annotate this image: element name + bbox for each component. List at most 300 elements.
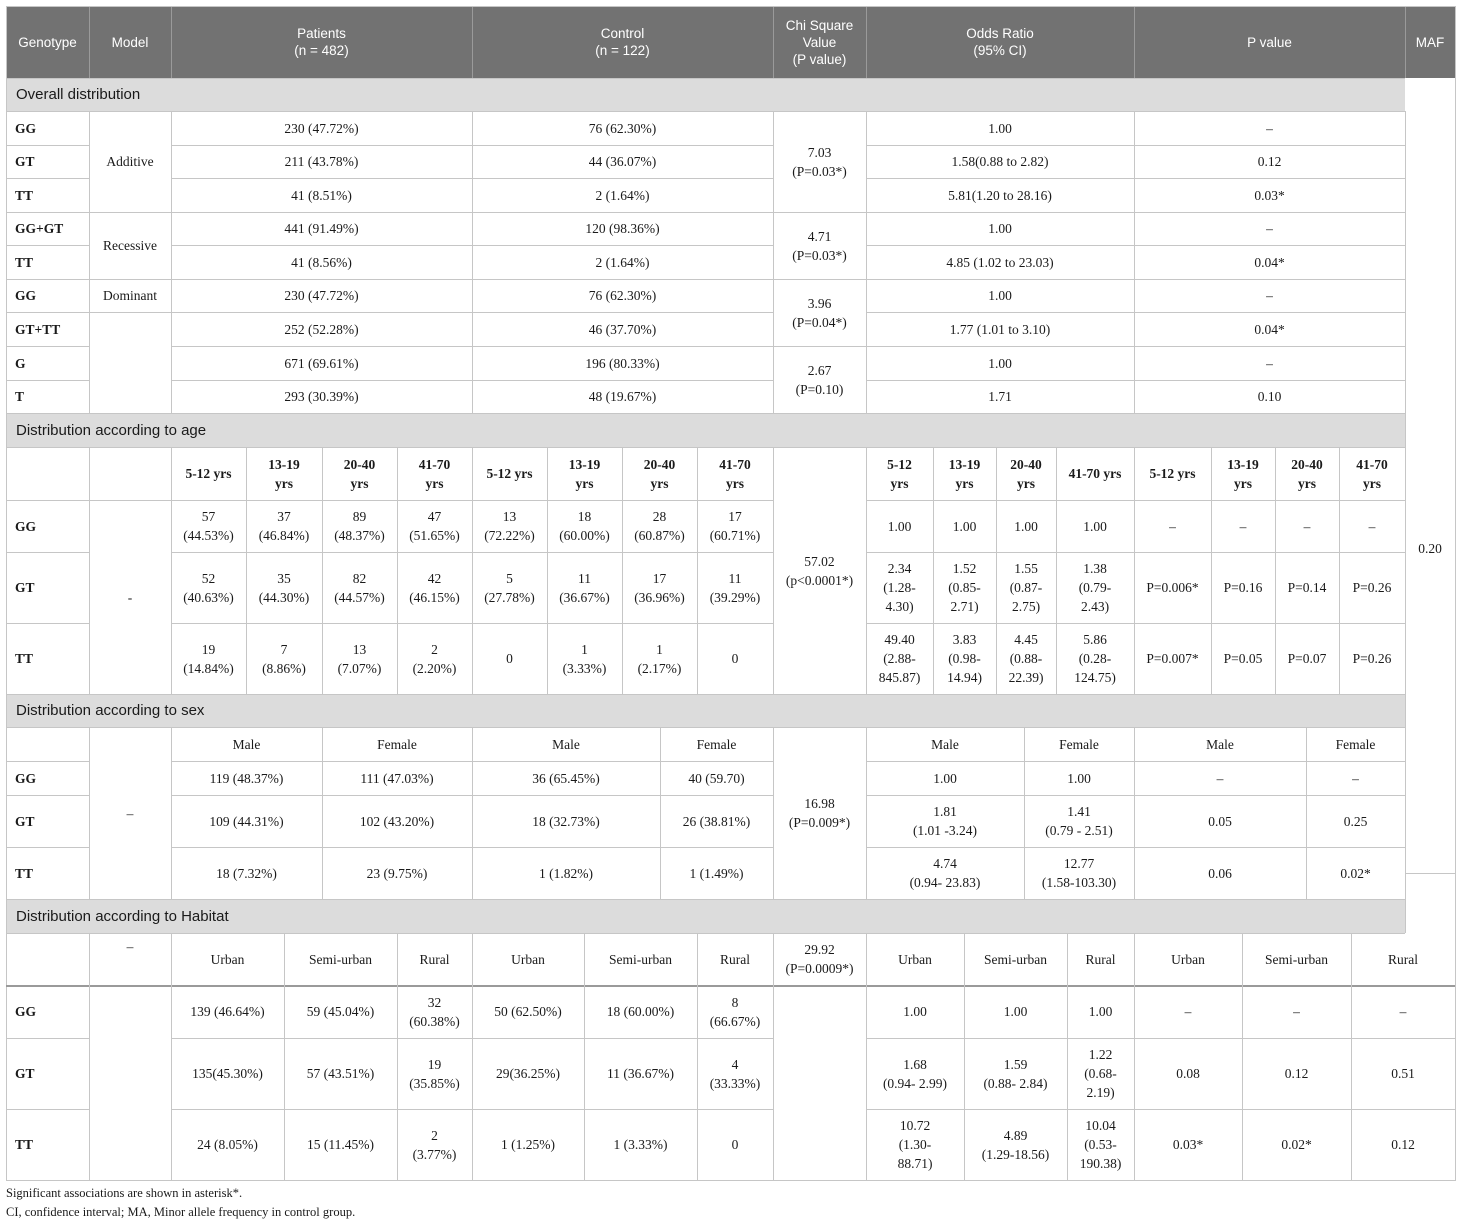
odds-ratio-value: 1.00 bbox=[1088, 1004, 1113, 1019]
patients-value: 35 (44.30%) bbox=[258, 570, 310, 605]
patients-value: 211 (43.78%) bbox=[284, 154, 359, 169]
age-group-label: 5-12 yrs bbox=[185, 466, 232, 481]
grid-line bbox=[6, 1180, 1455, 1181]
grid-line bbox=[547, 447, 548, 694]
chi-age: 57.02 (p<0.0001*) bbox=[785, 553, 854, 588]
grid-line bbox=[866, 761, 1405, 762]
grid-line bbox=[866, 552, 1405, 553]
control-value: 11 (36.67%) bbox=[559, 570, 610, 605]
age-group-label: 41-70 yrs bbox=[418, 456, 451, 491]
grid-line bbox=[6, 985, 1455, 987]
grid-line bbox=[6, 847, 89, 848]
genotype-label: G bbox=[15, 355, 26, 371]
habitat-label: Rural bbox=[1085, 951, 1116, 967]
p-value: 0.04* bbox=[1254, 321, 1285, 337]
p-value: 0.08 bbox=[1176, 1066, 1200, 1081]
header-divider bbox=[1405, 6, 1406, 78]
grid-line bbox=[866, 447, 867, 694]
age-group-label: 20-40 yrs bbox=[1291, 456, 1323, 491]
control-value: 26 (38.81%) bbox=[682, 813, 751, 829]
age-group-label: 13-19 yrs bbox=[948, 456, 981, 491]
grid-line bbox=[622, 447, 623, 694]
p-value: – bbox=[1169, 518, 1176, 534]
control-value: 17 (36.96%) bbox=[634, 570, 685, 605]
patients-value: 52 (40.63%) bbox=[183, 570, 234, 605]
patients-value: 230 (47.72%) bbox=[284, 120, 359, 136]
p-value: 0.12 bbox=[1257, 154, 1282, 169]
grid-line bbox=[6, 380, 89, 381]
age-group-label: 41-70 yrs bbox=[719, 456, 751, 491]
grid-line bbox=[6, 899, 1405, 900]
patients-value: 671 (69.61%) bbox=[284, 355, 359, 371]
grid-line bbox=[6, 6, 7, 1181]
patients-value: 111 (47.03%) bbox=[360, 770, 434, 786]
habitat-label: Urban bbox=[898, 951, 932, 967]
chi-allele: 2.67 (P=0.10) bbox=[795, 362, 844, 397]
p-value: 0.06 bbox=[1208, 865, 1232, 881]
odds-ratio-value: 49.40 (2.88- 845.87) bbox=[878, 632, 921, 685]
patients-value: 42 (46.15%) bbox=[409, 570, 460, 605]
habitat-label: Semi-urban bbox=[609, 951, 672, 967]
control-value: 5 (27.78%) bbox=[484, 570, 535, 605]
sex-label: Female bbox=[1059, 736, 1099, 752]
grid-line bbox=[171, 727, 172, 899]
header-control: Control (n = 122) bbox=[472, 6, 773, 78]
control-value: 1 (3.33%) bbox=[562, 641, 607, 676]
patients-value: 19 (14.84%) bbox=[183, 641, 234, 676]
header-patients: Patients (n = 482) bbox=[171, 6, 472, 78]
grid-line bbox=[89, 933, 90, 1180]
patients-value: 24 (8.05%) bbox=[197, 1137, 258, 1152]
patients-value: 293 (30.39%) bbox=[284, 389, 359, 404]
genotype-label: GT bbox=[15, 580, 35, 595]
control-value: 18 (32.73%) bbox=[532, 813, 600, 829]
grid-line bbox=[472, 447, 473, 694]
p-value: P=0.006* bbox=[1146, 580, 1199, 595]
grid-line bbox=[1067, 933, 1068, 1180]
p-value: 0.12 bbox=[1284, 1066, 1309, 1081]
habitat-label: Urban bbox=[1171, 951, 1205, 967]
grid-line bbox=[89, 111, 90, 413]
grid-line bbox=[6, 178, 89, 179]
grid-line bbox=[1275, 447, 1276, 694]
genotype-label: GT bbox=[15, 154, 35, 169]
control-value: 36 (65.45%) bbox=[532, 770, 600, 786]
grid-line bbox=[171, 447, 172, 694]
sex-label: Male bbox=[552, 736, 580, 752]
age-group-label: 41-70 yrs bbox=[1356, 456, 1388, 491]
patients-value: 230 (47.72%) bbox=[284, 288, 359, 303]
p-value: – bbox=[1239, 518, 1247, 534]
control-value: 1 (1.82%) bbox=[539, 865, 593, 881]
age-group-label: 20-40 yrs bbox=[1010, 456, 1042, 491]
patients-value: 7 (8.86%) bbox=[262, 641, 306, 676]
grid-line bbox=[866, 279, 1405, 280]
odds-ratio-value: 1.58(0.88 to 2.82) bbox=[951, 154, 1049, 169]
genotype-label: GG bbox=[15, 518, 37, 534]
grid-line bbox=[1134, 447, 1135, 694]
grid-line bbox=[89, 727, 90, 899]
patients-value: 32 (60.38%) bbox=[409, 994, 460, 1029]
odds-ratio-value: 1.00 bbox=[988, 355, 1012, 371]
odds-ratio-value: 10.04 (0.53- 190.38) bbox=[1079, 1118, 1122, 1171]
odds-ratio-value: 1.00 bbox=[1083, 518, 1107, 534]
control-value: 13 (72.22%) bbox=[484, 509, 535, 543]
habitat-label: Urban bbox=[511, 951, 545, 967]
patients-value: 102 (43.20%) bbox=[359, 813, 435, 829]
grid-line bbox=[1134, 933, 1135, 1180]
odds-ratio-value: 12.77 (1.58-103.30) bbox=[1041, 856, 1117, 890]
odds-ratio-value: 1.22 (0.68- 2.19) bbox=[1084, 1047, 1117, 1100]
header-divider bbox=[89, 6, 90, 78]
control-value: 29(36.25%) bbox=[495, 1066, 561, 1081]
patients-value: 57 (44.53%) bbox=[183, 509, 234, 543]
header-chi-square: Chi Square Value (P value) bbox=[773, 6, 866, 78]
sex-label: Male bbox=[232, 736, 261, 752]
control-value: 18 (60.00%) bbox=[606, 1004, 675, 1019]
grid-line bbox=[1455, 933, 1456, 1180]
header-p-value: P value bbox=[1134, 6, 1405, 78]
patients-value: 41 (8.56%) bbox=[291, 254, 352, 270]
patients-value: 135(45.30%) bbox=[192, 1066, 263, 1081]
grid-line bbox=[6, 346, 89, 347]
grid-line bbox=[866, 933, 867, 1180]
p-value: P=0.14 bbox=[1287, 580, 1327, 595]
age-group-label: 13-19 yrs bbox=[1227, 456, 1259, 491]
patients-value: 57 (43.51%) bbox=[306, 1066, 375, 1081]
odds-ratio-value: 1.00 bbox=[1067, 770, 1091, 786]
control-value: 0 bbox=[731, 1137, 739, 1152]
grid-line bbox=[6, 1038, 89, 1039]
chi-recessive: 4.71 (P=0.03*) bbox=[792, 228, 847, 263]
grid-line bbox=[397, 933, 398, 1180]
control-value: 1 (2.17%) bbox=[637, 641, 682, 676]
grid-line bbox=[6, 795, 89, 796]
control-value: 2 (1.64%) bbox=[595, 187, 650, 203]
p-value: – bbox=[1352, 770, 1359, 786]
grid-line bbox=[773, 346, 866, 347]
genotype-label: GG bbox=[15, 288, 37, 303]
odds-ratio-value: 3.83 (0.98- 14.94) bbox=[947, 632, 982, 685]
age-group-label: 41-70 yrs bbox=[1068, 466, 1122, 481]
p-value: P=0.007* bbox=[1146, 651, 1199, 666]
patients-value: 109 (44.31%) bbox=[209, 813, 284, 829]
genotype-label: GG bbox=[15, 770, 37, 786]
grid-line bbox=[866, 847, 1405, 848]
odds-ratio-value: 5.81(1.20 to 28.16) bbox=[948, 187, 1052, 203]
genotype-label: TT bbox=[15, 651, 34, 666]
control-value: 120 (98.36%) bbox=[585, 221, 660, 236]
genotype-label: GT bbox=[15, 813, 35, 829]
sex-label: Male bbox=[931, 736, 959, 752]
grid-line bbox=[773, 212, 866, 213]
p-value: – bbox=[1184, 1004, 1192, 1019]
odds-ratio-value: 1.68 (0.94- 2.99) bbox=[882, 1056, 948, 1091]
grid-line bbox=[1211, 447, 1212, 694]
genotype-label: TT bbox=[15, 1137, 34, 1152]
genotype-label: GT+TT bbox=[15, 321, 61, 337]
section-overall-distribution: Overall distribution bbox=[6, 78, 1405, 111]
grid-line bbox=[6, 279, 89, 280]
grid-line bbox=[6, 145, 89, 146]
control-value: 40 (59.70) bbox=[688, 770, 745, 786]
grid-line bbox=[1024, 727, 1025, 899]
grid-line bbox=[1351, 933, 1352, 1180]
grid-line bbox=[322, 447, 323, 694]
grid-line bbox=[6, 552, 89, 553]
header-divider bbox=[472, 6, 473, 78]
p-value: P=0.16 bbox=[1223, 580, 1263, 595]
patients-value: 41 (8.51%) bbox=[291, 187, 352, 203]
odds-ratio-value: 1.81 (1.01 -3.24) bbox=[912, 804, 978, 838]
section-habitat: Distribution according to Habitat bbox=[6, 899, 1405, 933]
control-value: 11 (39.29%) bbox=[709, 570, 761, 605]
odds-ratio-value: 1.00 bbox=[952, 518, 977, 534]
p-value: P=0.26 bbox=[1352, 651, 1392, 666]
odds-ratio-value: 1.55 (0.87- 2.75) bbox=[1009, 561, 1043, 614]
grid-line bbox=[6, 694, 1405, 695]
chi-additive: 7.03 (P=0.03*) bbox=[792, 144, 847, 179]
grid-line bbox=[1242, 933, 1243, 1180]
odds-ratio-value: 2.34 (1.28- 4.30) bbox=[883, 561, 916, 614]
grid-line bbox=[866, 623, 1405, 624]
section-sex: Distribution according to sex bbox=[6, 694, 1405, 727]
odds-ratio-value: 4.74 (0.94- 23.83) bbox=[909, 856, 981, 890]
footnote-significance: Significant associations are shown in asterisk*. bbox=[6, 1186, 243, 1200]
model-sex: – bbox=[126, 805, 134, 821]
p-value: – bbox=[1266, 221, 1273, 236]
grid-line bbox=[6, 245, 89, 246]
genotype-label: TT bbox=[15, 254, 34, 270]
odds-ratio-value: 1.77 (1.01 to 3.10) bbox=[949, 321, 1051, 337]
control-value: 1 (3.33%) bbox=[613, 1137, 668, 1152]
patients-value: 15 (11.45%) bbox=[307, 1137, 374, 1152]
p-value: – bbox=[1303, 518, 1311, 534]
control-value: 1 (1.25%) bbox=[501, 1137, 555, 1152]
control-value: 76 (62.30%) bbox=[588, 120, 657, 136]
grid-line bbox=[1134, 727, 1135, 899]
odds-ratio-value: 1.71 bbox=[988, 389, 1012, 404]
grid-line bbox=[866, 1038, 1455, 1039]
p-value: 0.02* bbox=[1340, 865, 1371, 881]
p-value: – bbox=[1368, 518, 1376, 534]
grid-line bbox=[773, 447, 774, 694]
grid-line bbox=[866, 111, 867, 413]
footnote-abbreviations: CI, confidence interval; MA, Minor allele frequency in control group. bbox=[6, 1205, 356, 1219]
grid-line bbox=[397, 447, 398, 694]
patients-value: 89 (48.37%) bbox=[334, 509, 385, 543]
grid-line bbox=[6, 447, 1405, 448]
grid-line bbox=[6, 413, 1405, 414]
genotype-label: TT bbox=[15, 865, 34, 881]
odds-ratio-value: 1.00 bbox=[988, 288, 1012, 303]
model-habitat: – bbox=[126, 939, 134, 954]
habitat-label: Rural bbox=[1388, 951, 1418, 967]
grid-line bbox=[996, 447, 997, 694]
patients-value: 47 (51.65%) bbox=[409, 509, 460, 543]
grid-line bbox=[1056, 447, 1057, 694]
grid-line bbox=[171, 933, 172, 1180]
control-value: 0 bbox=[506, 651, 513, 666]
grid-line bbox=[697, 933, 698, 1180]
p-value: 0.02* bbox=[1281, 1137, 1312, 1152]
odds-ratio-value: 4.89 (1.29-18.56) bbox=[981, 1127, 1050, 1162]
grid-line bbox=[246, 447, 247, 694]
p-value: – bbox=[1399, 1004, 1407, 1019]
odds-ratio-value: 1.00 bbox=[1014, 518, 1038, 534]
grid-line bbox=[773, 279, 866, 280]
age-group-label: 20-40 yrs bbox=[343, 456, 376, 491]
p-value: 0.03* bbox=[1172, 1137, 1204, 1152]
odds-ratio-value: 4.45 (0.88- 22.39) bbox=[1008, 632, 1044, 685]
chi-dominant: 3.96 (P=0.04*) bbox=[792, 295, 847, 330]
genotype-label: GT bbox=[15, 1066, 35, 1081]
odds-ratio-value: 1.00 bbox=[887, 518, 912, 534]
control-value: 1 (1.49%) bbox=[689, 865, 744, 881]
control-value: 0 bbox=[731, 651, 739, 666]
grid-line bbox=[866, 312, 1405, 313]
age-group-label: 5-12 yrs bbox=[486, 466, 533, 481]
control-value: 76 (62.30%) bbox=[588, 288, 657, 303]
patients-value: 441 (91.49%) bbox=[284, 221, 359, 236]
grid-line bbox=[6, 6, 1455, 7]
control-value: 18 (60.00%) bbox=[559, 509, 610, 543]
p-value: P=0.26 bbox=[1352, 580, 1392, 595]
maf-value: 0.20 bbox=[1418, 540, 1442, 556]
genotype-label: GG bbox=[15, 1004, 37, 1019]
control-value: 28 (60.87%) bbox=[634, 509, 685, 543]
patients-value: 23 (9.75%) bbox=[366, 865, 428, 881]
grid-line bbox=[773, 933, 774, 1180]
genotype-label: T bbox=[15, 389, 25, 404]
genotype-label: GG+GT bbox=[15, 221, 64, 236]
grid-line bbox=[472, 727, 473, 899]
patients-value: 18 (7.32%) bbox=[216, 865, 277, 881]
grid-line bbox=[1134, 111, 1135, 413]
p-value: – bbox=[1293, 1004, 1300, 1019]
model-recessive: Recessive bbox=[103, 238, 157, 253]
habitat-label: Semi-urban bbox=[309, 951, 372, 967]
odds-ratio-value: 1.52 (0.85- 2.71) bbox=[948, 561, 981, 614]
p-value: – bbox=[1266, 288, 1273, 303]
grid-line bbox=[866, 380, 1405, 381]
odds-ratio-value: 1.00 bbox=[1003, 1004, 1028, 1019]
patients-value: 2 (3.77%) bbox=[412, 1127, 457, 1162]
patients-value: 252 (52.28%) bbox=[284, 321, 359, 337]
chi-habitat: 29.92 (P=0.0009*) bbox=[785, 942, 854, 976]
grid-line bbox=[6, 727, 1405, 728]
header-divider bbox=[171, 6, 172, 78]
grid-line bbox=[6, 212, 89, 213]
grid-line bbox=[866, 346, 1405, 347]
patients-value: 139 (46.64%) bbox=[190, 1004, 265, 1019]
odds-ratio-value: 1.00 bbox=[903, 1004, 927, 1019]
grid-line bbox=[584, 933, 585, 1180]
grid-line bbox=[773, 727, 774, 899]
grid-line bbox=[6, 111, 1405, 112]
habitat-label: Semi-urban bbox=[1265, 951, 1328, 967]
habitat-label: Semi-urban bbox=[984, 951, 1047, 967]
habitat-label: Urban bbox=[210, 951, 245, 967]
grid-line bbox=[866, 795, 1405, 796]
grid-line bbox=[866, 727, 867, 899]
sex-label: Female bbox=[696, 736, 737, 752]
odds-ratio-value: 1.00 bbox=[933, 770, 957, 786]
p-value: 0.25 bbox=[1343, 813, 1368, 829]
grid-line bbox=[6, 312, 89, 313]
header-maf: MAF bbox=[1405, 6, 1455, 78]
control-value: 48 (19.67%) bbox=[588, 389, 657, 404]
patients-value: 119 (48.37%) bbox=[209, 770, 284, 786]
grid-line bbox=[284, 933, 285, 1180]
sex-label: Female bbox=[377, 736, 417, 752]
grid-line bbox=[171, 111, 172, 413]
grid-line bbox=[866, 178, 1405, 179]
control-value: 50 (62.50%) bbox=[494, 1004, 562, 1019]
odds-ratio-value: 1.00 bbox=[988, 221, 1012, 236]
grid-line bbox=[964, 933, 965, 1180]
control-value: 4 (33.33%) bbox=[709, 1056, 761, 1091]
p-value: – bbox=[1216, 770, 1224, 786]
grid-line bbox=[89, 447, 90, 694]
patients-value: 2 (2.20%) bbox=[412, 641, 457, 676]
grid-line bbox=[866, 1109, 1455, 1110]
odds-ratio-value: 5.86 (0.28- 124.75) bbox=[1074, 632, 1116, 685]
grid-line bbox=[6, 78, 1405, 79]
grid-line bbox=[866, 212, 1405, 213]
control-value: 17 (60.71%) bbox=[709, 509, 761, 543]
odds-ratio-value: 10.72 (1.30- 88.71) bbox=[897, 1118, 933, 1171]
model-age: - bbox=[127, 589, 133, 605]
grid-line bbox=[933, 447, 934, 694]
header-divider bbox=[866, 6, 867, 78]
age-group-label: 20-40 yrs bbox=[643, 456, 676, 491]
header-genotype: Genotype bbox=[6, 6, 89, 78]
control-value: 44 (36.07%) bbox=[588, 154, 657, 169]
control-value: 11 (36.67%) bbox=[607, 1066, 674, 1081]
grid-line bbox=[89, 212, 171, 213]
odds-ratio-value: 1.38 (0.79- 2.43) bbox=[1078, 561, 1112, 614]
header-odds-ratio: Odds Ratio (95% CI) bbox=[866, 6, 1134, 78]
odds-ratio-value: 1.59 (0.88- 2.84) bbox=[983, 1056, 1048, 1091]
p-value: – bbox=[1266, 120, 1273, 136]
age-group-label: 13-19 yrs bbox=[268, 456, 300, 491]
grid-line bbox=[697, 447, 698, 694]
grid-line bbox=[472, 111, 473, 413]
age-group-label: 5-12 yrs bbox=[1149, 466, 1196, 481]
odds-ratio-value: 1.41 (0.79 - 2.51) bbox=[1045, 804, 1113, 838]
age-group-label: 5-12 yrs bbox=[887, 456, 912, 491]
p-value: 0.12 bbox=[1391, 1137, 1415, 1152]
control-value: 2 (1.64%) bbox=[595, 254, 650, 270]
sex-label: Male bbox=[1206, 736, 1234, 752]
patients-value: 59 (45.04%) bbox=[306, 1004, 375, 1019]
header-model: Model bbox=[89, 6, 171, 78]
patients-value: 13 (7.07%) bbox=[337, 641, 382, 676]
grid-line bbox=[866, 245, 1405, 246]
chi-sex: 16.98 (P=0.009*) bbox=[788, 796, 851, 830]
patients-value: 19 (35.85%) bbox=[409, 1056, 460, 1091]
grid-line bbox=[866, 145, 1405, 146]
model-additive: Additive bbox=[106, 154, 154, 169]
grid-line bbox=[1405, 111, 1406, 933]
odds-ratio-value: 4.85 (1.02 to 23.03) bbox=[946, 254, 1054, 270]
control-value: 46 (37.70%) bbox=[588, 321, 657, 337]
section-age: Distribution according to age bbox=[6, 413, 1405, 447]
odds-ratio-value: 1.00 bbox=[988, 120, 1012, 136]
grid-line bbox=[866, 500, 1405, 501]
grid-line bbox=[1405, 873, 1455, 874]
